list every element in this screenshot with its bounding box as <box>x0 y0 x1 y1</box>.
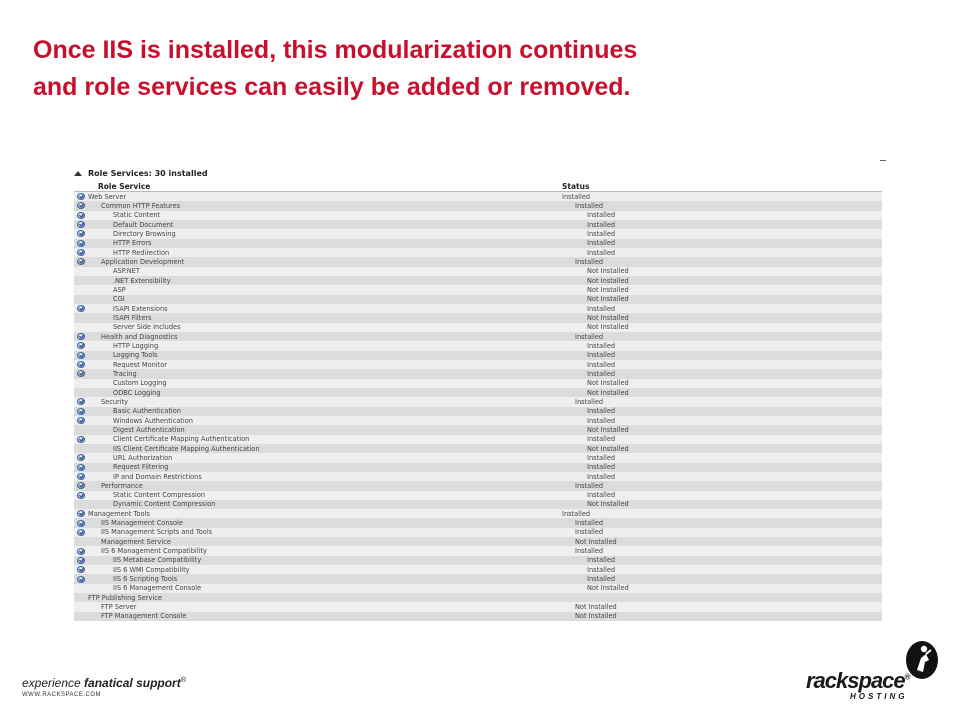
role-service-name: HTTP Errors <box>113 239 152 248</box>
role-service-status: Installed <box>587 220 616 229</box>
table-row[interactable] <box>74 229 882 238</box>
logo-wordmark <box>806 668 910 694</box>
row-icon-cell <box>74 464 88 471</box>
installed-check-icon <box>77 240 85 247</box>
installed-check-icon <box>77 398 85 405</box>
table-row[interactable] <box>74 313 882 322</box>
role-service-status: Not Installed <box>587 584 629 593</box>
installed-check-icon <box>77 576 85 583</box>
table-row[interactable] <box>74 351 882 360</box>
installed-check-icon <box>77 529 85 536</box>
role-service-name: Directory Browsing <box>113 229 176 238</box>
role-service-name: .NET Extensibility <box>113 276 171 285</box>
table-row[interactable] <box>74 276 882 285</box>
role-service-name: IIS 6 WMI Compatibility <box>113 565 190 574</box>
row-icon-cell <box>74 305 88 312</box>
role-service-name: Default Document <box>113 220 174 229</box>
table-row[interactable] <box>74 528 882 537</box>
table-row[interactable] <box>74 239 882 248</box>
role-service-name: IIS 6 Management Compatibility <box>101 547 207 556</box>
table-row[interactable] <box>74 192 882 201</box>
table-row[interactable] <box>74 444 882 453</box>
role-service-name: Application Development <box>101 257 185 266</box>
table-row[interactable] <box>74 509 882 518</box>
role-service-name: IIS Client Certificate Mapping Authentication <box>113 444 260 453</box>
role-service-status: Installed <box>587 416 616 425</box>
row-icon-cell <box>74 370 88 377</box>
role-service-status: Not Installed <box>587 313 629 322</box>
role-service-status: Installed <box>587 407 616 416</box>
row-icon-cell <box>74 529 88 536</box>
row-icon-cell <box>74 221 88 228</box>
installed-check-icon <box>77 221 85 228</box>
row-icon-cell <box>74 352 88 359</box>
role-service-name: IP and Domain Restrictions <box>113 472 202 481</box>
role-service-name: Management Tools <box>88 509 150 518</box>
role-service-status: Not Installed <box>587 267 629 276</box>
logo-word: rackspace <box>806 668 905 693</box>
row-icon-cell <box>74 492 88 499</box>
role-service-name: URL Authorization <box>113 453 173 462</box>
table-row[interactable] <box>74 593 882 602</box>
installed-check-icon <box>77 492 85 499</box>
row-icon-cell <box>74 557 88 564</box>
role-service-name: IIS 6 Scripting Tools <box>113 575 178 584</box>
role-service-name: Static Content Compression <box>113 491 206 500</box>
row-icon-cell <box>74 408 88 415</box>
table-row[interactable] <box>74 220 882 229</box>
role-service-status: Not Installed <box>575 603 617 612</box>
table-row[interactable] <box>74 211 882 220</box>
role-service-name: FTP Publishing Service <box>88 593 162 602</box>
role-service-status: Not Installed <box>587 425 629 434</box>
role-service-status: Not Installed <box>587 285 629 294</box>
panel-dash <box>880 160 886 161</box>
installed-check-icon <box>77 520 85 527</box>
table-row[interactable] <box>74 574 882 583</box>
role-service-status: Installed <box>587 239 616 248</box>
row-icon-cell <box>74 548 88 555</box>
role-service-name: Security <box>101 397 129 406</box>
installed-check-icon <box>77 454 85 461</box>
table-row[interactable] <box>74 388 882 397</box>
table-row[interactable] <box>74 481 882 490</box>
role-service-status: Installed <box>587 463 616 472</box>
role-service-name: Performance <box>101 481 143 490</box>
row-icon-cell <box>74 193 88 200</box>
table-row[interactable] <box>74 369 882 378</box>
table-row[interactable] <box>74 201 882 210</box>
row-icon-cell <box>74 333 88 340</box>
role-service-name: HTTP Logging <box>113 341 159 350</box>
role-services-header[interactable] <box>70 164 886 182</box>
table-row[interactable] <box>74 546 882 555</box>
installed-check-icon <box>77 370 85 377</box>
role-service-name: IIS Management Scripts and Tools <box>101 528 213 537</box>
role-service-name: Client Certificate Mapping Authentication <box>113 435 250 444</box>
installed-check-icon <box>77 464 85 471</box>
installed-check-icon <box>77 408 85 415</box>
role-service-name: IIS Management Console <box>101 519 183 528</box>
footer-tagline <box>22 676 186 690</box>
role-services-header-label: Role Services: 30 installed <box>88 168 208 178</box>
role-service-name: Request Filtering <box>113 463 169 472</box>
table-row[interactable] <box>74 463 882 472</box>
slide-title <box>33 32 913 106</box>
table-row[interactable] <box>74 500 882 509</box>
logo-registered: ® <box>904 672 910 682</box>
row-icon-cell <box>74 454 88 461</box>
table-row[interactable] <box>74 397 882 406</box>
table-row[interactable] <box>74 556 882 565</box>
installed-check-icon <box>77 482 85 489</box>
tagline-emphasis: fanatical support <box>84 676 181 690</box>
installed-check-icon <box>77 510 85 517</box>
table-body <box>74 192 882 621</box>
column-header-role-service[interactable]: Role Service <box>98 182 151 191</box>
role-service-name: ODBC Logging <box>113 388 161 397</box>
table-row[interactable] <box>74 472 882 481</box>
installed-check-icon <box>77 342 85 349</box>
role-service-name: FTP Server <box>101 603 137 612</box>
row-icon-cell <box>74 520 88 527</box>
table-row[interactable] <box>74 332 882 341</box>
role-service-status: Not Installed <box>587 295 629 304</box>
role-service-status: Installed <box>587 565 616 574</box>
role-service-name: FTP Management Console <box>101 612 187 621</box>
table-row[interactable] <box>74 360 882 369</box>
installed-check-icon <box>77 202 85 209</box>
row-icon-cell <box>74 230 88 237</box>
row-icon-cell <box>74 510 88 517</box>
role-services-panel <box>70 164 886 624</box>
role-service-name: IIS 6 Management Console <box>113 584 202 593</box>
row-icon-cell <box>74 361 88 368</box>
role-service-name: Web Server <box>88 192 127 201</box>
table-row[interactable] <box>74 257 882 266</box>
role-service-status: Not Installed <box>575 537 617 546</box>
role-service-name: Static Content <box>113 211 161 220</box>
role-services-table <box>74 182 882 621</box>
role-service-name: ASP <box>113 285 126 294</box>
role-service-name: Dynamic Content Compression <box>113 500 216 509</box>
row-icon-cell <box>74 417 88 424</box>
role-service-status: Installed <box>587 369 616 378</box>
installed-check-icon <box>77 193 85 200</box>
role-service-name: ASP.NET <box>113 267 140 276</box>
installed-check-icon <box>77 361 85 368</box>
row-icon-cell <box>74 240 88 247</box>
row-icon-cell <box>74 249 88 256</box>
row-icon-cell <box>74 473 88 480</box>
row-icon-cell <box>74 342 88 349</box>
role-service-status: Installed <box>575 547 604 556</box>
table-row[interactable] <box>74 453 882 462</box>
table-row[interactable] <box>74 491 882 500</box>
role-service-status: Installed <box>575 257 604 266</box>
installed-check-icon <box>77 333 85 340</box>
role-service-status: Installed <box>587 435 616 444</box>
table-row[interactable] <box>74 285 882 294</box>
role-service-status: Installed <box>575 528 604 537</box>
role-service-status: Installed <box>587 229 616 238</box>
installed-check-icon <box>77 305 85 312</box>
table-row[interactable] <box>74 341 882 350</box>
table-row[interactable] <box>74 435 882 444</box>
table-row[interactable] <box>74 379 882 388</box>
installed-check-icon <box>77 352 85 359</box>
row-icon-cell <box>74 566 88 573</box>
table-row[interactable] <box>74 407 882 416</box>
table-row[interactable] <box>74 267 882 276</box>
role-service-status: Installed <box>587 453 616 462</box>
role-service-name: Digest Authentication <box>113 425 185 434</box>
role-service-status: Installed <box>562 192 591 201</box>
role-service-status: Installed <box>575 397 604 406</box>
role-service-name: HTTP Redirection <box>113 248 170 257</box>
role-service-status: Not Installed <box>575 612 617 621</box>
table-header <box>74 182 882 192</box>
role-service-name: Management Service <box>101 537 171 546</box>
tagline-mark: ® <box>180 677 186 684</box>
role-service-status: Installed <box>587 248 616 257</box>
role-service-status: Installed <box>587 556 616 565</box>
role-service-name: Common HTTP Features <box>101 201 181 210</box>
slide-title-line-1: Once IIS is installed, this modularization continues <box>33 36 638 64</box>
role-service-status: Installed <box>575 332 604 341</box>
table-row[interactable] <box>74 425 882 434</box>
installed-check-icon <box>77 566 85 573</box>
collapse-arrow-icon[interactable] <box>74 171 82 176</box>
role-service-status: Not Installed <box>587 500 629 509</box>
installed-check-icon <box>77 417 85 424</box>
table-row[interactable] <box>74 537 882 546</box>
role-service-name: ISAPI Filters <box>113 313 152 322</box>
role-service-name: Server Side Includes <box>113 323 181 332</box>
role-service-status: Not Installed <box>587 444 629 453</box>
installed-check-icon <box>77 249 85 256</box>
installed-check-icon <box>77 557 85 564</box>
role-service-name: Windows Authentication <box>113 416 193 425</box>
row-icon-cell <box>74 202 88 209</box>
table-row[interactable] <box>74 304 882 313</box>
role-service-status: Not Installed <box>587 388 629 397</box>
role-service-status: Installed <box>562 509 591 518</box>
row-icon-cell <box>74 258 88 265</box>
role-service-name: Tracing <box>113 369 137 378</box>
role-service-status: Installed <box>587 472 616 481</box>
table-row[interactable] <box>74 584 882 593</box>
role-service-status: Not Installed <box>587 379 629 388</box>
role-service-status: Installed <box>587 575 616 584</box>
role-service-status: Installed <box>575 201 604 210</box>
table-row[interactable] <box>74 612 882 621</box>
logo-subtitle: HOSTING <box>850 692 908 701</box>
role-service-status: Installed <box>575 481 604 490</box>
role-service-status: Not Installed <box>587 323 629 332</box>
column-header-status[interactable]: Status <box>562 182 590 191</box>
installed-check-icon <box>77 548 85 555</box>
table-row[interactable] <box>74 565 882 574</box>
installed-check-icon <box>77 212 85 219</box>
role-service-name: Health and Diagnostics <box>101 332 178 341</box>
role-service-status: Installed <box>587 351 616 360</box>
row-icon-cell <box>74 576 88 583</box>
tagline-prefix: experience <box>22 676 85 690</box>
table-row[interactable] <box>74 602 882 611</box>
role-service-status: Installed <box>587 341 616 350</box>
role-service-status: Installed <box>587 304 616 313</box>
row-icon-cell <box>74 212 88 219</box>
role-service-status: Installed <box>575 519 604 528</box>
installed-check-icon <box>77 258 85 265</box>
role-service-name: IIS Metabase Compatibility <box>113 556 202 565</box>
installed-check-icon <box>77 473 85 480</box>
role-service-status: Installed <box>587 360 616 369</box>
role-service-status: Installed <box>587 491 616 500</box>
role-service-name: Custom Logging <box>113 379 167 388</box>
installed-check-icon <box>77 436 85 443</box>
rackspace-logo <box>806 640 946 702</box>
table-row[interactable] <box>74 416 882 425</box>
role-service-name: Request Monitor <box>113 360 167 369</box>
row-icon-cell <box>74 436 88 443</box>
role-service-name: Logging Tools <box>113 351 158 360</box>
slide-title-line-2: and role services can easily be added or removed. <box>33 73 631 101</box>
role-service-name: ISAPI Extensions <box>113 304 168 313</box>
role-service-status: Not Installed <box>587 276 629 285</box>
row-icon-cell <box>74 398 88 405</box>
row-icon-cell <box>74 482 88 489</box>
installed-check-icon <box>77 230 85 237</box>
table-row[interactable] <box>74 248 882 257</box>
role-service-name: Basic Authentication <box>113 407 181 416</box>
role-service-name: CGI <box>113 295 125 304</box>
table-row[interactable] <box>74 323 882 332</box>
table-row[interactable] <box>74 518 882 527</box>
table-row[interactable] <box>74 295 882 304</box>
role-service-status: Installed <box>587 211 616 220</box>
footer-website: WWW.RACKSPACE.COM <box>22 692 102 698</box>
